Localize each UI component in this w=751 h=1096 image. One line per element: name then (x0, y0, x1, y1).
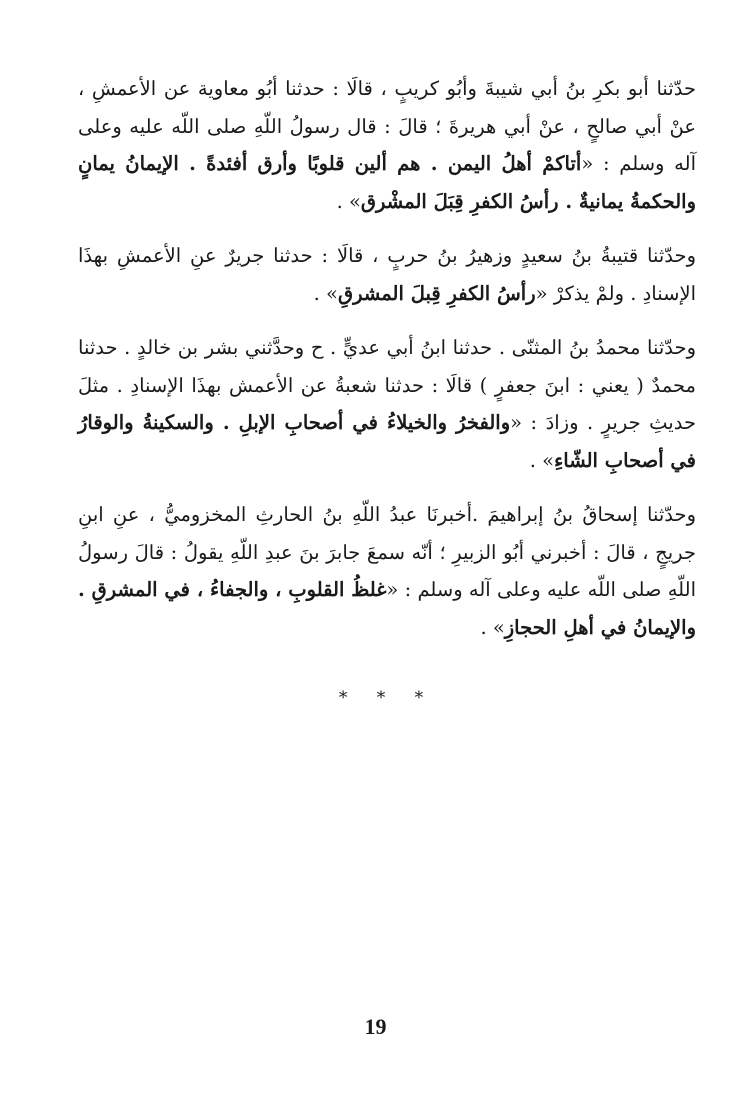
hadith-paragraph-3 (78, 329, 696, 479)
section-separator: * * * (338, 688, 436, 708)
narration-text: وحدّثنا إسحاقُ بنُ إبراهيمَ .أخبرنَا عبدُ اللّهِ بنُ الحارثِ المخزوميُّ ، عنِ ابنِ جريجٍ ، قالَ : أخبرني أبُو الزبيرِ ؛ أنّه سمعَ جابرَ بنَ عبدِ اللّهِ يقولُ : قالَ رسولُ اللّهِ صلى اللّه عليه وعلى آله وسلم : « (78, 503, 696, 601)
hadith-paragraph-1 (78, 70, 696, 220)
closing-quote: » . (336, 189, 361, 213)
narration-text: حدّثنا أبو بكرِ بنُ أبي شيبةَ وأبُو كريبٍ ، قالَا : حدثنا أبُو معاوية عن الأعمشِ ، عنْ أبي صالحٍ ، عنْ أبي هريرةَ ؛ قالَ : قال رسولُ اللّهِ صلى اللّه عليه وعلى آله وسلم : « (78, 77, 696, 175)
prophetic-saying: والفخرُ والخيلاءُ في أصحابِ الإبلِ . والسكينةُ والوقارُ في أصحابِ الشّاءِ (78, 411, 696, 472)
prophetic-saying: غلظُ القلوبِ ، والجفاءُ ، في المشرقِ . والإيمانُ في أهلِ الحجازِ (78, 578, 696, 639)
page-number: 19 (364, 1014, 387, 1039)
closing-quote: » . (529, 448, 555, 472)
page-text (78, 70, 696, 1030)
hadith-paragraph-2 (78, 237, 696, 312)
closing-quote: » . (313, 281, 338, 305)
hadith-paragraph-4 (78, 496, 696, 646)
prophetic-saying: رأسُ الكفرِ قِبلَ المشرقِ (337, 281, 536, 305)
prophetic-saying: أتاكمْ أهلُ اليمن . هم ألين قلوبًا وأرق أفئدةً . الإيمانُ يمانٍ والحكمةُ يمانيةٌ . رأسُ الكفرِ قِبَلَ المشْرق (78, 152, 696, 213)
closing-quote: » . (480, 615, 505, 639)
narration-text: وحدّثنا قتيبةُ بنُ سعيدٍ وزهيرُ بنُ حربٍ ، قالَا : حدثنا جريرٌ عنِ الأعمشِ بهذَا الإسنادِ . ولمْ يذكرْ « (78, 244, 696, 305)
narration-text: وحدّثنا محمدُ بنُ المثنّى . حدثنا ابنُ أبي عديٍّ . ح وحدَّثني بشر بن خالدٍ . حدثنا محمدٌ ( يعني : ابنَ جعفرٍ ) قالَا : حدثنا شعبةُ عن الأعمش بهذَا الإسنادِ . مثلَ حديثِ جريرٍ . وزادَ : « (78, 336, 696, 434)
